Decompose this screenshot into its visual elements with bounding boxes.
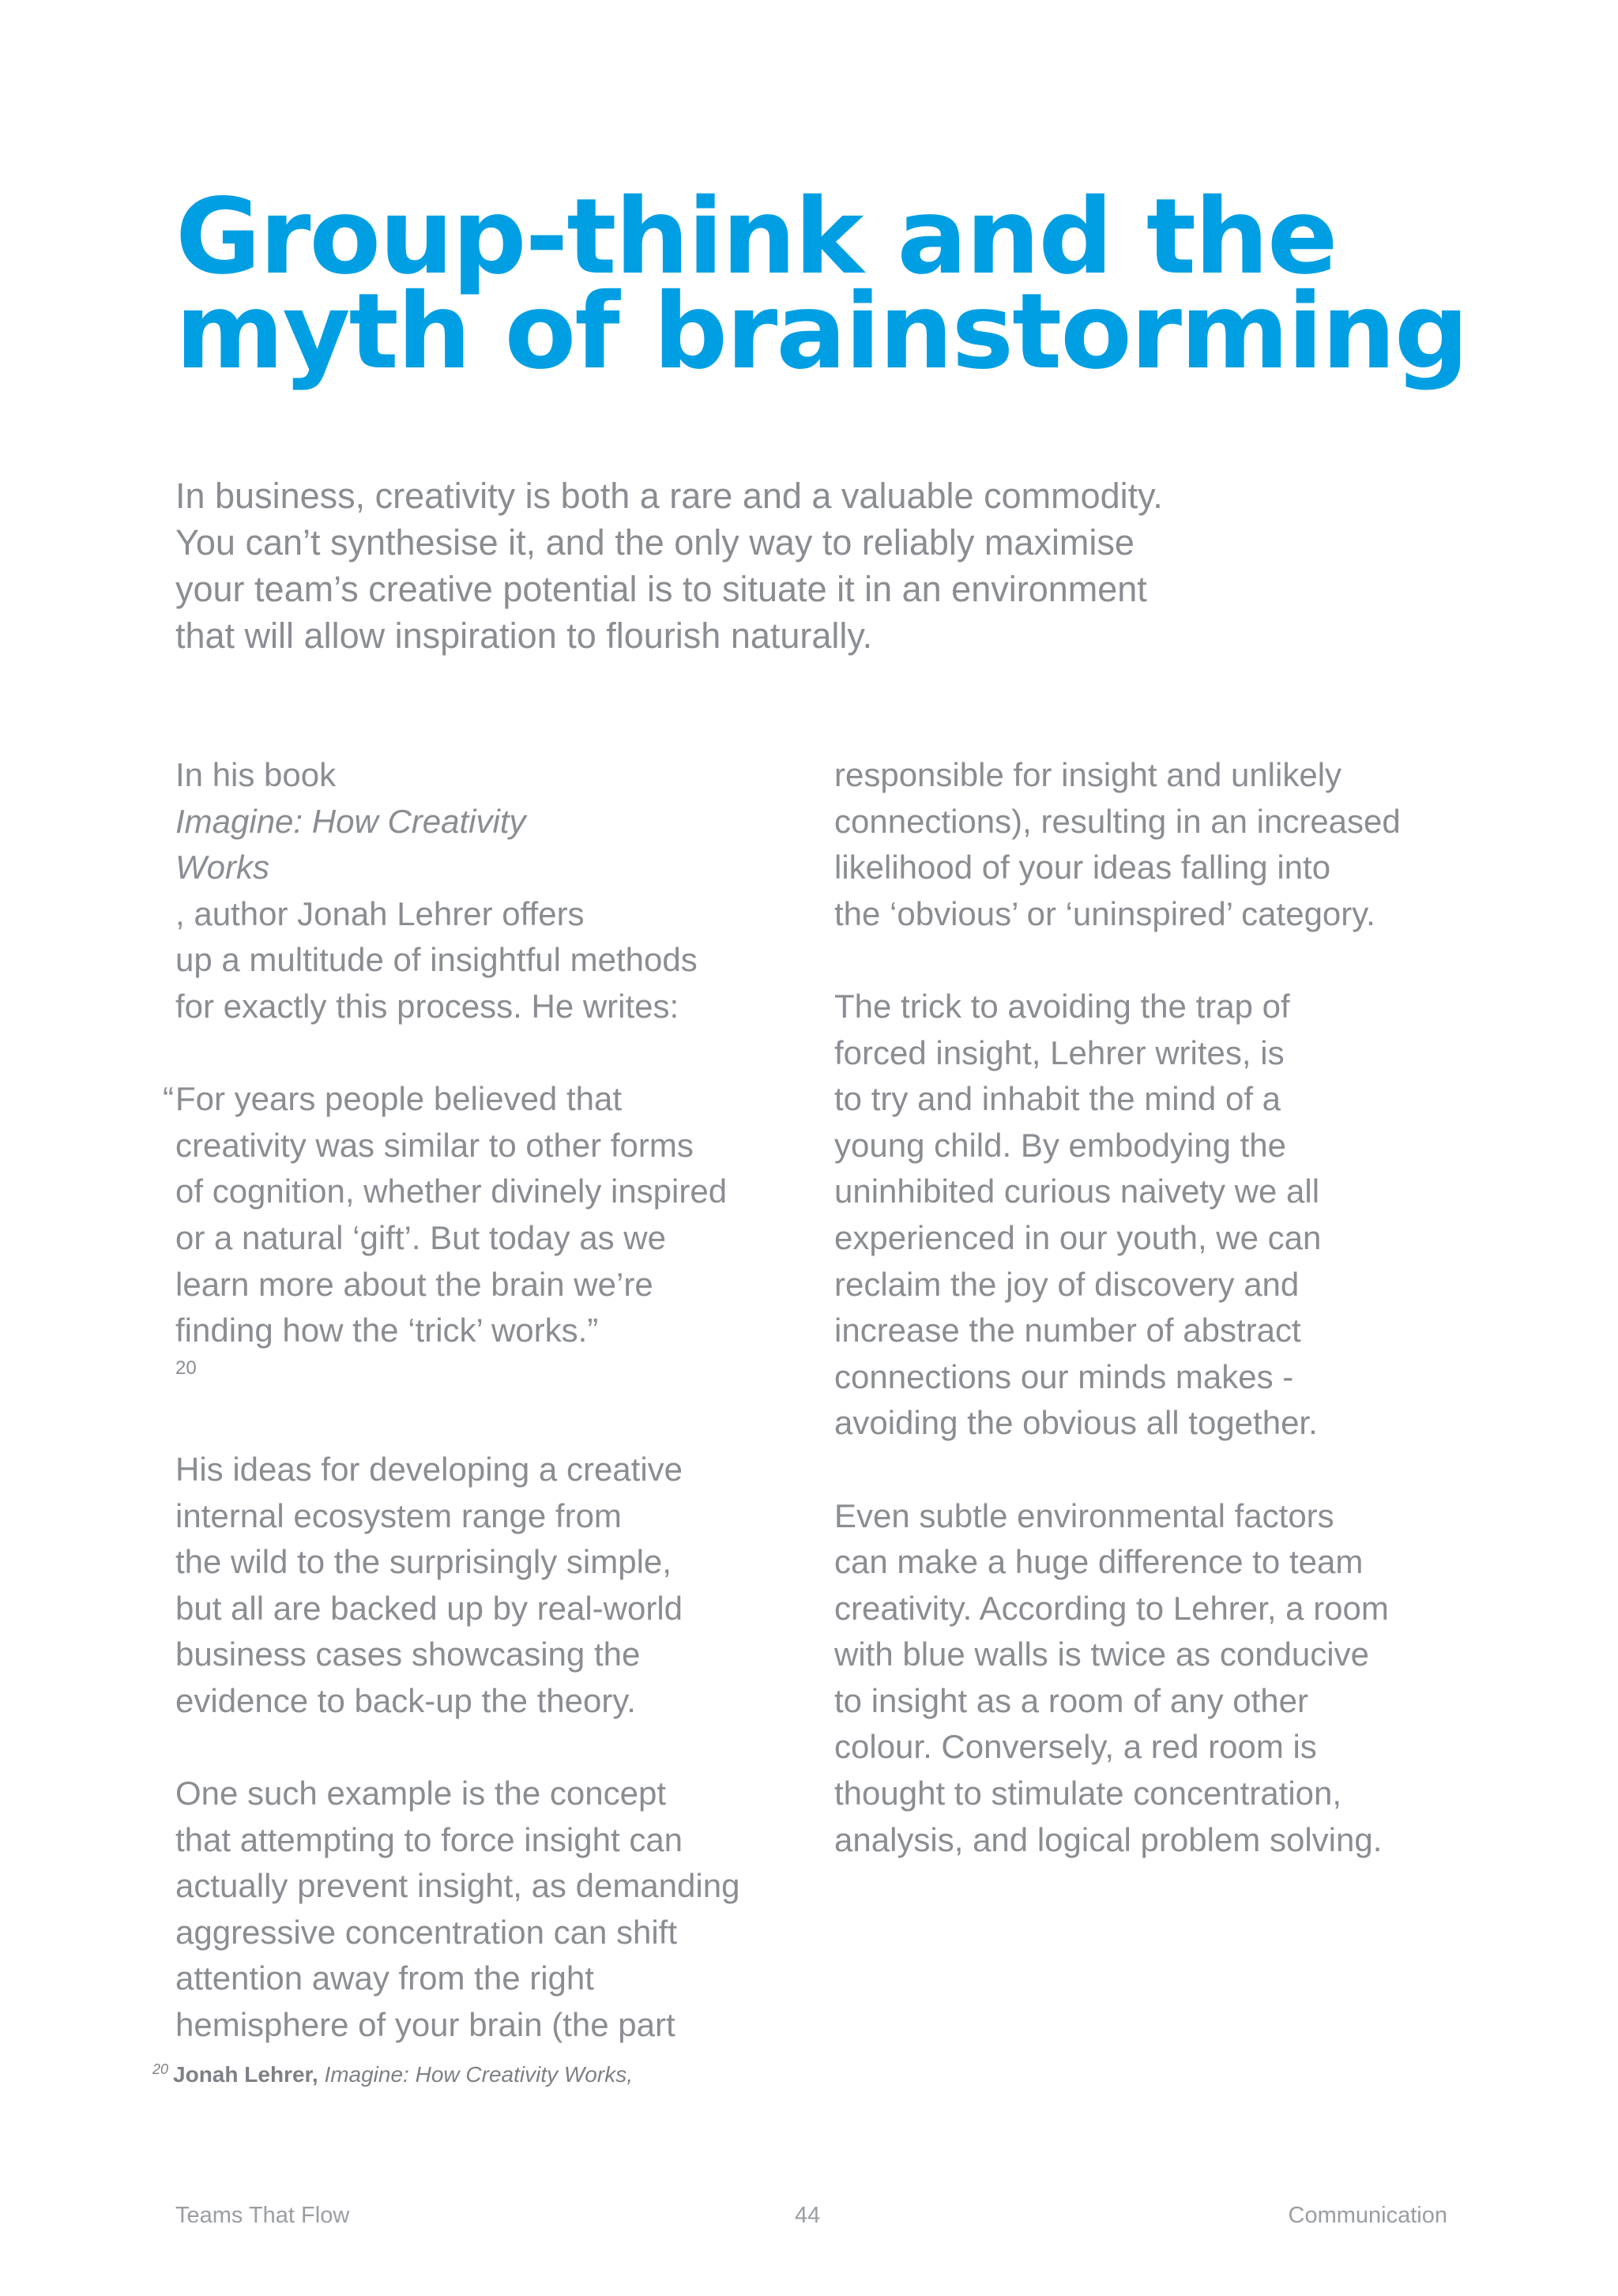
forced-insight-paragraph bbox=[175, 1771, 807, 2049]
body-line: responsible for insight and unlikely bbox=[834, 756, 1342, 793]
book-intro-paragraph bbox=[175, 752, 807, 1030]
body-line: reclaim the joy of discovery and bbox=[834, 1265, 1300, 1303]
body-line: aggressive concentration can shift bbox=[175, 1913, 678, 1951]
quote-line: For years people believed that bbox=[175, 1080, 623, 1118]
body-line: to try and inhabit the mind of a bbox=[834, 1080, 1281, 1118]
body-line: avoiding the obvious all together. bbox=[834, 1404, 1318, 1442]
quote-open-mark: “ bbox=[163, 1080, 174, 1118]
body-line: increase the number of abstract bbox=[834, 1312, 1301, 1349]
quote-text: finding how the ‘trick’ works.” bbox=[175, 1312, 599, 1349]
body-line: attention away from the right bbox=[175, 1959, 594, 1997]
left-column bbox=[163, 752, 807, 2095]
body-line: the ‘obvious’ or ‘uninspired’ category. bbox=[834, 894, 1375, 932]
body-text: , author Jonah Lehrer offers bbox=[175, 894, 585, 932]
body-line bbox=[175, 845, 807, 937]
body-line: hemisphere of your brain (the part bbox=[175, 2006, 675, 2044]
footer-section-name: Communication bbox=[1288, 2203, 1447, 2228]
quote-line: of cognition, whether divinely inspired bbox=[175, 1172, 728, 1210]
body-line: that attempting to force insight can bbox=[175, 1820, 683, 1858]
body-line: for exactly this process. He writes: bbox=[175, 987, 679, 1025]
intro-line: your team’s creative potential is to situate it in an environment bbox=[175, 569, 1147, 609]
quote-line: or a natural ‘gift’. But today as we bbox=[175, 1218, 666, 1256]
body-line: analysis, and logical problem solving. bbox=[834, 1820, 1383, 1858]
footer-page-number: 44 bbox=[795, 2203, 821, 2228]
title-line-2: myth of brainstorming bbox=[175, 271, 1468, 393]
body-line: internal ecosystem range from bbox=[175, 1496, 622, 1534]
page-title bbox=[175, 176, 1468, 393]
block-quote bbox=[163, 1076, 807, 1400]
body-line: connections our minds makes - bbox=[834, 1357, 1294, 1395]
body-line: connections), resulting in an increased bbox=[834, 802, 1401, 840]
environment-paragraph bbox=[834, 1493, 1466, 1864]
footnote-reference[interactable]: 20 bbox=[175, 1357, 197, 1379]
body-line: young child. By embodying the bbox=[834, 1126, 1287, 1164]
body-line: actually prevent insight, as demanding bbox=[175, 1867, 740, 1905]
body-line: Even subtle environmental factors bbox=[834, 1496, 1334, 1534]
quote-line bbox=[175, 1308, 807, 1400]
footnote-title: Imagine: How Creativity Works, bbox=[324, 2062, 633, 2087]
right-column bbox=[834, 752, 1466, 1910]
quote-line: learn more about the brain we’re bbox=[175, 1265, 653, 1303]
child-mind-paragraph bbox=[834, 984, 1466, 1447]
body-line bbox=[175, 752, 807, 845]
body-line: One such example is the concept bbox=[175, 1775, 667, 1812]
body-line: colour. Conversely, a red room is bbox=[834, 1728, 1317, 1766]
body-line: evidence to back-up the theory. bbox=[175, 1681, 636, 1719]
footnote bbox=[152, 2062, 633, 2087]
body-line: uninhibited curious naivety we all bbox=[834, 1172, 1320, 1210]
intro-line: that will allow inspiration to flourish naturally. bbox=[175, 615, 873, 656]
intro-line: You can’t synthesise it, and the only way to reliably maximise bbox=[175, 522, 1134, 563]
continuation-paragraph bbox=[834, 752, 1466, 937]
intro-paragraph bbox=[175, 472, 1329, 659]
body-line: thought to stimulate concentration, bbox=[834, 1775, 1342, 1812]
body-line: with blue walls is twice as conducive bbox=[834, 1635, 1369, 1673]
body-line: but all are backed up by real-world bbox=[175, 1589, 683, 1627]
footnote-number: 20 bbox=[152, 2061, 169, 2077]
body-line: The trick to avoiding the trap of bbox=[834, 987, 1290, 1025]
body-line: creativity. According to Lehrer, a room bbox=[834, 1589, 1389, 1627]
title-line-1: Group-think and the bbox=[175, 176, 1337, 298]
book-title-italic: Works bbox=[175, 849, 269, 886]
body-line: His ideas for developing a creative bbox=[175, 1450, 683, 1488]
body-line: experienced in our youth, we can bbox=[834, 1218, 1322, 1256]
footnote-author: Jonah Lehrer, bbox=[173, 2062, 318, 2087]
body-line: forced insight, Lehrer writes, is bbox=[834, 1033, 1285, 1071]
intro-line: In business, creativity is both a rare and a valuable commodity. bbox=[175, 476, 1163, 516]
body-line: likelihood of your ideas falling into bbox=[834, 849, 1331, 886]
book-title-italic: Imagine: How Creativity bbox=[175, 802, 526, 840]
quote-line: creativity was similar to other forms bbox=[175, 1126, 694, 1164]
body-line: the wild to the surprisingly simple, bbox=[175, 1543, 672, 1581]
body-line: business cases showcasing the bbox=[175, 1635, 641, 1673]
footer-book-title: Teams That Flow bbox=[175, 2203, 350, 2228]
ideas-paragraph bbox=[175, 1447, 807, 1725]
body-line: can make a huge difference to team bbox=[834, 1543, 1364, 1581]
body-line: to insight as a room of any other bbox=[834, 1681, 1308, 1719]
body-line: up a multitude of insightful methods bbox=[175, 941, 698, 979]
body-text: In his book bbox=[175, 756, 337, 793]
